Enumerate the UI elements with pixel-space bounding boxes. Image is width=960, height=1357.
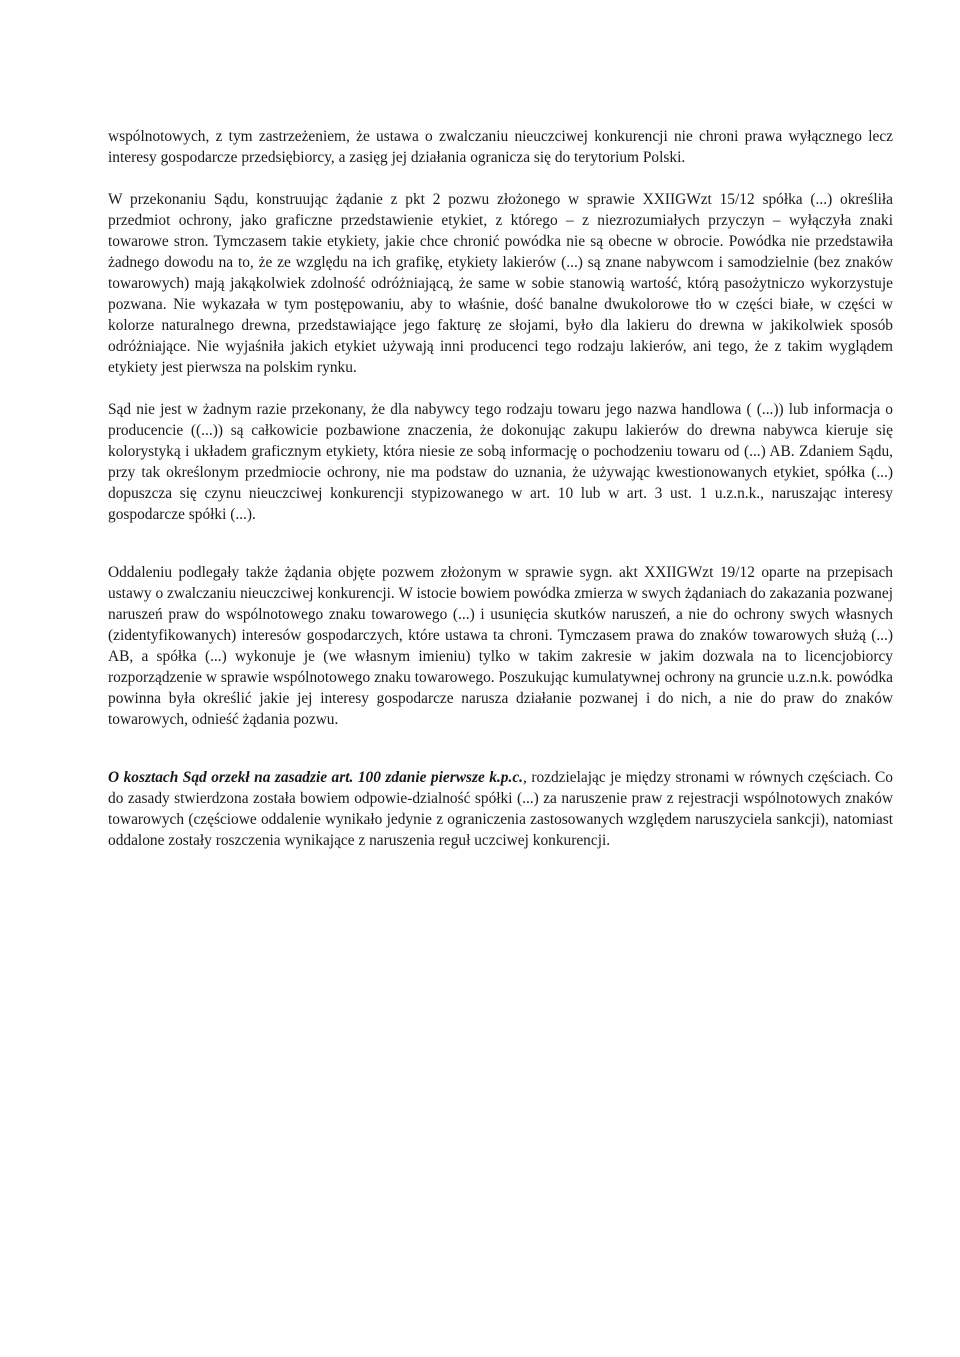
costs-ruling-text: , rozdzielając je między stronami w równych częściach. Co do zasady stwierdzona została bowiem odpowie-dzialność spółki (...) za naruszenie praw z rejestracji wspólnotowych znaków towarowych (częściowe oddalenie wynikało jedynie z ograniczenia zastosowanych względem naruszyciela sankcji), natomiast oddalone zostały roszczenia wynikające z naruszenia reguł uczciwej konkurencji. xyxy=(108,769,893,849)
costs-ruling-emphasis: O kosztach Sąd orzekł na zasadzie art. 100 zdanie pierwsze k.p.c. xyxy=(108,769,524,786)
paragraph-1: wspólnotowych, z tym zastrzeżeniem, że ustawa o zwalczaniu nieuczciwej konkurencji nie chroni prawa wyłącznego lecz interesy gospodarcze przedsiębiorcy, a zasięg jej działania ogranicza się do terytorium Polski. xyxy=(108,128,893,166)
document-body xyxy=(108,126,893,851)
paragraph-3: Sąd nie jest w żadnym razie przekonany, że dla nabywcy tego rodzaju towaru jego nazwa handlowa ( (...)) lub informacja o producencie ((...)) są całkowicie pozbawione znaczenia, że dokonując zakupu lakierów do drewna nabywca kieruje się kolorystyką i układem graficznym etykiety, która niesie ze sobą informację o pochodzeniu towaru od (...) AB. Zdaniem Sądu, przy tak określonym przedmiocie ochrony, nie ma podstaw do uznania, że używając kwestionowanych etykiet, spółka (...) dopuszcza się czynu nieuczciwej konkurencji stypizowanego w art. 10 lub w art. 3 ust. 1 u.z.n.k., naruszając interesy gospodarcze spółki (...). xyxy=(108,401,893,523)
paragraph-2: W przekonaniu Sądu, konstruując żądanie z pkt 2 pozwu złożonego w sprawie XXIIGWzt 15/12 spółka (...) określiła przedmiot ochrony, jako graficzne przedstawienie etykiet, z którego – z niezrozumiałych przyczyn – wyłączyła znaki towarowe stron. Tymczasem takie etykiety, jakie chce chronić powódka nie są obecne w obrocie. Powódka nie przedstawiła żadnego dowodu na to, że ze względu na ich grafikę, etykiety lakierów (...) są znane nabywcom i samodzielnie (bez znaków towarowych) mają jakąkolwiek zdolność odróżniającą, że same w sobie stanowią wartość, którą pasożytniczo wykorzystuje pozwana. Nie wykazała w tym postępowaniu, aby to właśnie, dość banalne dwukolorowe tło w części białe, w części w kolorze naturalnego drewna, przedstawiające jego fakturę ze słojami, było dla lakieru do drewna w jakikolwiek sposób odróżniające. Nie wyjaśniła jakich etykiet używają inni producenci tego rodzaju lakierów, ani tego, że z takim wyglądem etykiety jest pierwsza na polskim rynku. xyxy=(108,191,893,376)
paragraph-5 xyxy=(108,767,893,851)
paragraph-4: Oddaleniu podlegały także żądania objęte pozwem złożonym w sprawie sygn. akt XXIIGWzt 19/12 oparte na przepisach ustawy o zwalczaniu nieuczciwej konkurencji. W istocie bowiem powódka zmierza w swych żądaniach do zakazania pozwanej naruszeń praw do wspólnotowego znaku towarowego (...) i usunięcia skutków naruszeń, a nie do ochrony swych własnych (zidentyfikowanych) interesów gospodarczych, które ustawa ta chroni. Tymczasem prawa do znaków towarowych służą (...) AB, a spółka (...) wykonuje je (we własnym imieniu) tylko w takim zakresie w jakim dozwala na to licencjobiorcy rozporządzenie w sprawie wspólnotowego znaku towarowego. Poszukując kumulatywnej ochrony na gruncie u.z.n.k. powódka powinna była określić jakie jej interesy gospodarcze narusza działanie pozwanej i do nich, a nie do praw do znaków towarowych, odnieść żądania pozwu. xyxy=(108,564,893,728)
